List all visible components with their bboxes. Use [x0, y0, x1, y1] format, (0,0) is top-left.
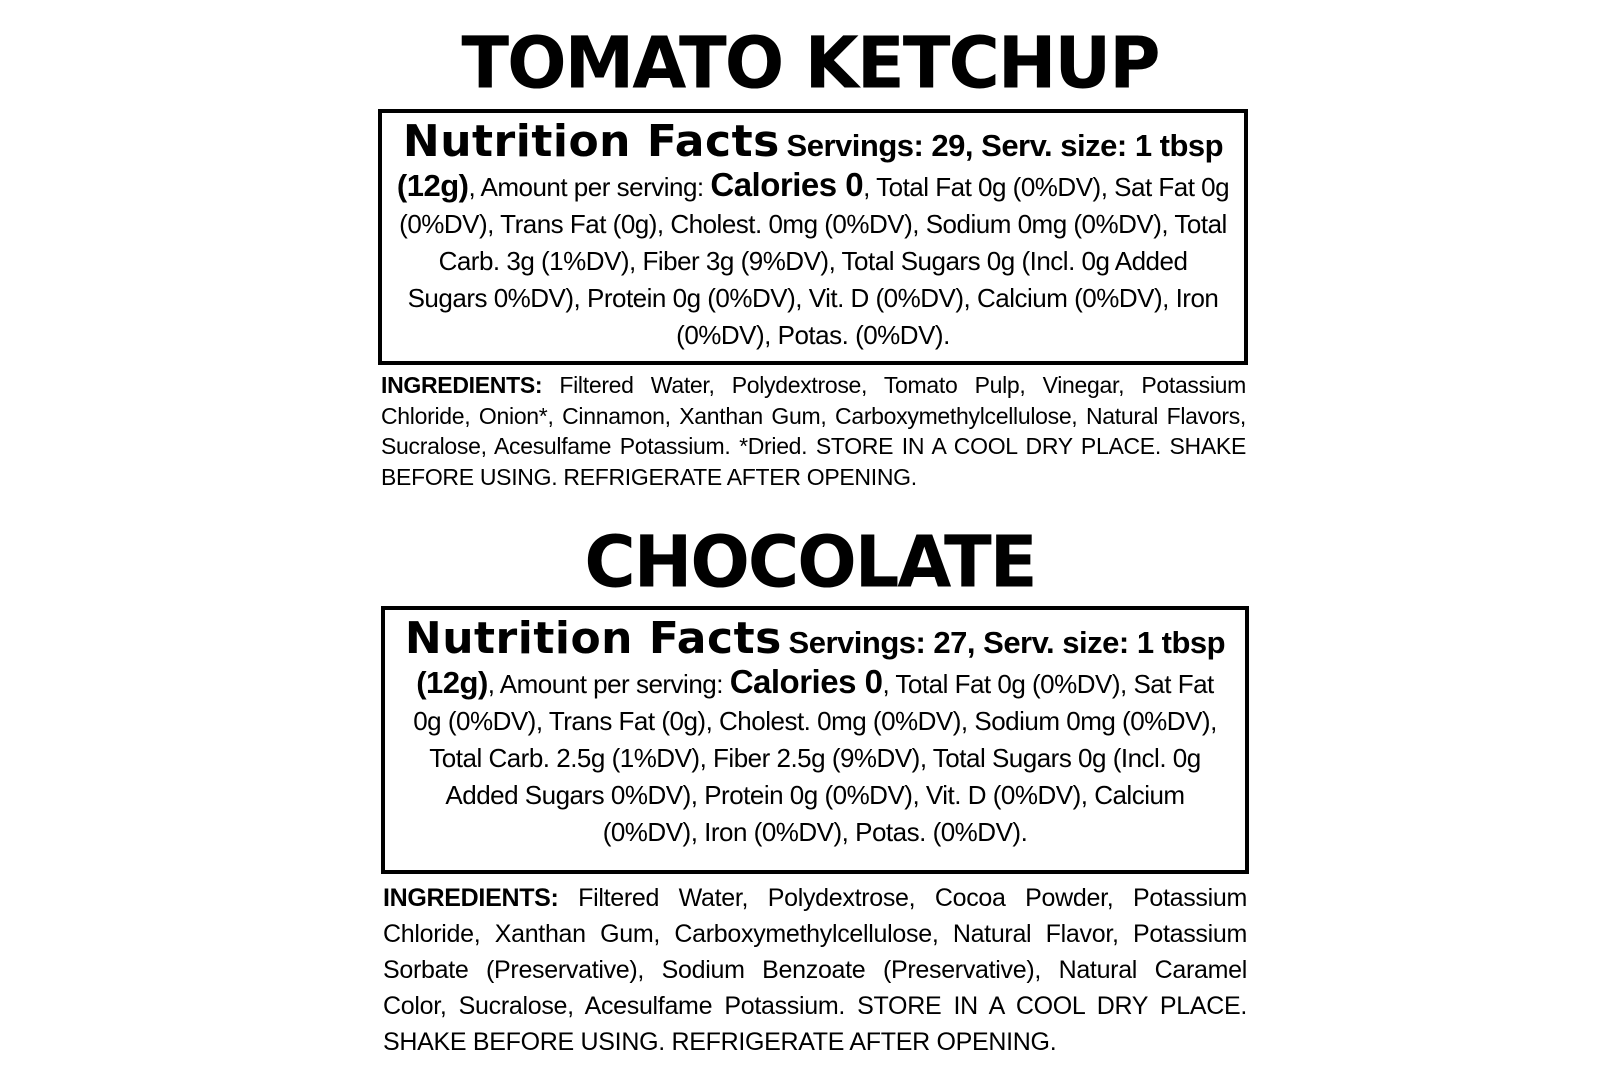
nutrition-facts-box [378, 109, 1248, 365]
ingredients-text: Filtered Water, Polydextrose, Cocoa Powder, Potassium Chloride, Xanthan Gum, Carboxymethylcellulose, Natural Flavor, Potassium Sorbate (Preservative), Sodium Benzoate (Preservative), Natural Caramel Color, Sucralose, Acesulfame Potassium. STORE IN A COOL DRY PLACE. SHAKE BEFORE USING. REFRIGERATE AFTER OPENING. [383, 884, 1247, 1056]
ingredients-paragraph [381, 370, 1246, 492]
nutrition-facts-heading: Nutrition Facts [402, 116, 780, 167]
amount-per-serving: , Amount per serving: [468, 172, 711, 202]
nutrition-facts-box [381, 606, 1249, 874]
ingredients-label: INGREDIENTS: [383, 884, 559, 912]
product-title: CHOCOLATE [584, 520, 1036, 604]
product-title: TOMATO KETCHUP [461, 21, 1159, 105]
nutrient-list: , Total Fat 0g (0%DV), Sat Fat 0g (0%DV), Trans Fat (0g), Cholest. 0mg (0%DV), Sodium 0mg (0%DV), Total Carb. 3g (1%DV), Fiber 3g (9%DV), Total Sugars 0g (Incl. 0g Added Sugars 0%DV), Protein 0g (0%DV), Vit. D (0%DV), Calcium (0%DV), Iron (0%DV), Potas. (0%DV). [399, 172, 1230, 350]
ingredients-paragraph [383, 880, 1247, 1060]
nutrient-list: , Total Fat 0g (0%DV), Sat Fat 0g (0%DV), Trans Fat (0g), Cholest. 0mg (0%DV), Sodium 0mg (0%DV), Total Carb. 2.5g (1%DV), Fiber 2.5g (9%DV), Total Sugars 0g (Incl. 0g Added Sugars 0%DV), Protein 0g (0%DV), Vit. D (0%DV), Calcium (0%DV), Iron (0%DV), Potas. (0%DV). [413, 669, 1217, 847]
nutrition-facts-heading: Nutrition Facts [404, 613, 782, 664]
ingredients-label: INGREDIENTS: [381, 372, 543, 398]
calories: Calories 0 [710, 166, 864, 203]
servings-info: Servings: 29, Serv. size: 1 tbsp (12g) [396, 128, 1224, 203]
calories: Calories 0 [729, 663, 883, 700]
ingredients-text: Filtered Water, Polydextrose, Tomato Pulp, Vinegar, Potassium Chloride, Onion*, Cinnamon, Xanthan Gum, Carboxymethylcellulose, Natural Flavors, Sucralose, Acesulfame Potassium. *Dried. STORE IN A COOL DRY PLACE. SHAKE BEFORE USING. REFRIGERATE AFTER OPENING. [381, 372, 1246, 490]
amount-per-serving: , Amount per serving: [487, 669, 730, 699]
servings-info: Servings: 27, Serv. size: 1 tbsp (12g) [416, 625, 1226, 700]
